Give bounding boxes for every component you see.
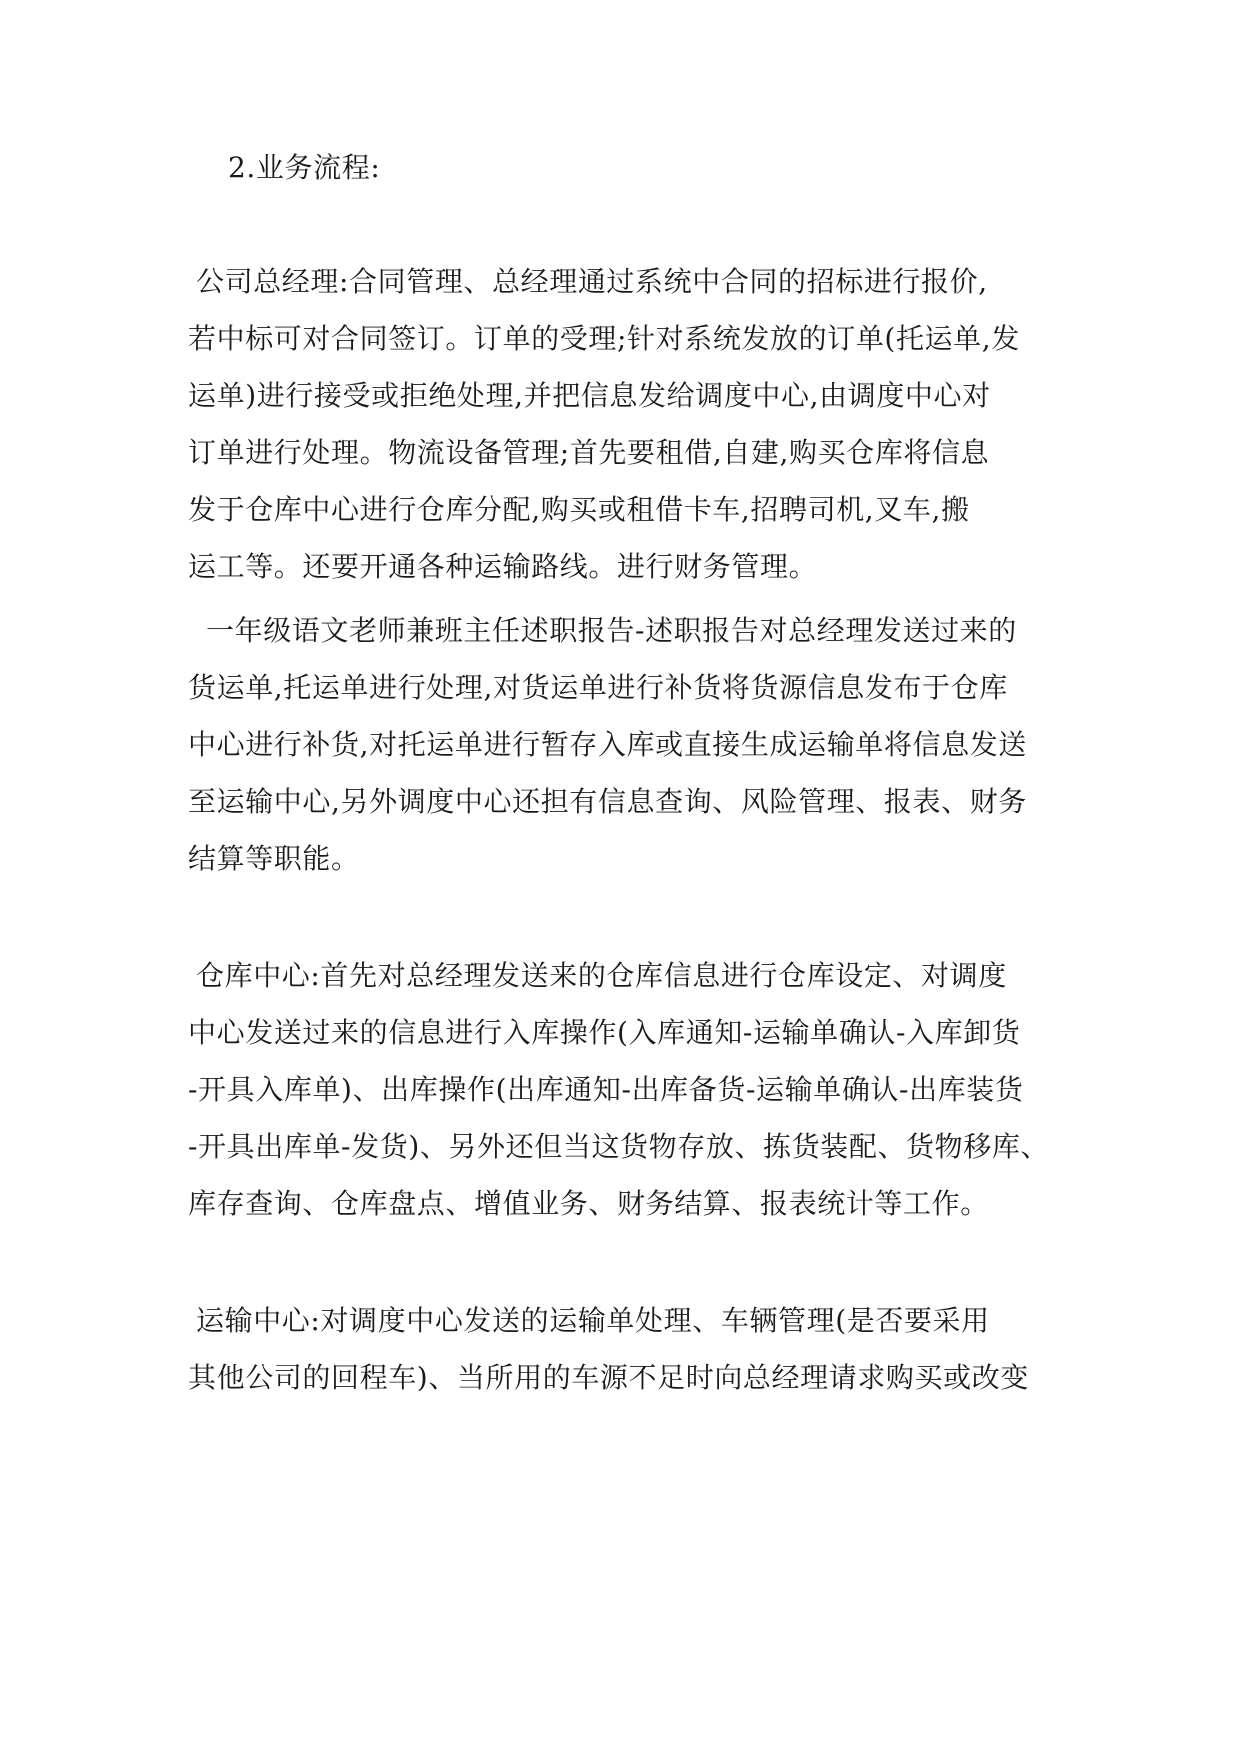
text-line: 订单进行处理。物流设备管理;首先要租借,自建,购买仓库将信息 [188, 436, 990, 469]
text-line: -开具出库单-发货)、另外还但当这货物存放、拣货装配、货物移库、 [188, 1130, 1050, 1163]
text-line: 运单)进行接受或拒绝处理,并把信息发给调度中心,由调度中心对 [188, 379, 991, 412]
text-line: 中心发送过来的信息进行入库操作(入库通知-运输单确认-入库卸货 [188, 1016, 1021, 1049]
text-line: 发于仓库中心进行仓库分配,购买或租借卡车,招聘司机,叉车,搬 [188, 493, 970, 526]
text-line: 其他公司的回程车)、当所用的车源不足时向总经理请求购买或改变 [188, 1361, 1029, 1394]
text-line: 库存查询、仓库盘点、增值业务、财务结算、报表统计等工作。 [188, 1187, 989, 1220]
text-line: 若中标可对合同签订。订单的受理;针对系统发放的订单(托运单,发 [188, 322, 1020, 355]
text-line: 至运输中心,另外调度中心还担有信息查询、风险管理、报表、财务 [188, 785, 1027, 818]
text-line: 一年级语文老师兼班主任述职报告-述职报告对总经理发送过来的 [206, 614, 1017, 647]
text-line: 运工等。还要开通各种运输路线。进行财务管理。 [188, 550, 818, 583]
text-line: 运输中心:对调度中心发送的运输单处理、车辆管理(是否要采用 [196, 1304, 990, 1337]
text-line: -开具入库单)、出库操作(出库通知-出库备货-运输单确认-出库装货 [188, 1073, 1024, 1106]
text-line: 货运单,托运单进行处理,对货运单进行补货将货源信息发布于仓库 [188, 671, 1008, 704]
section-heading: 2.业务流程: [228, 151, 381, 184]
text-line: 公司总经理:合同管理、总经理通过系统中合同的招标进行报价, [196, 265, 988, 298]
text-line: 仓库中心:首先对总经理发送来的仓库信息进行仓库设定、对调度 [196, 959, 1007, 992]
text-line: 结算等职能。 [188, 842, 360, 875]
text-line: 中心进行补货,对托运单进行暂存入库或直接生成运输单将信息发送 [188, 728, 1027, 761]
